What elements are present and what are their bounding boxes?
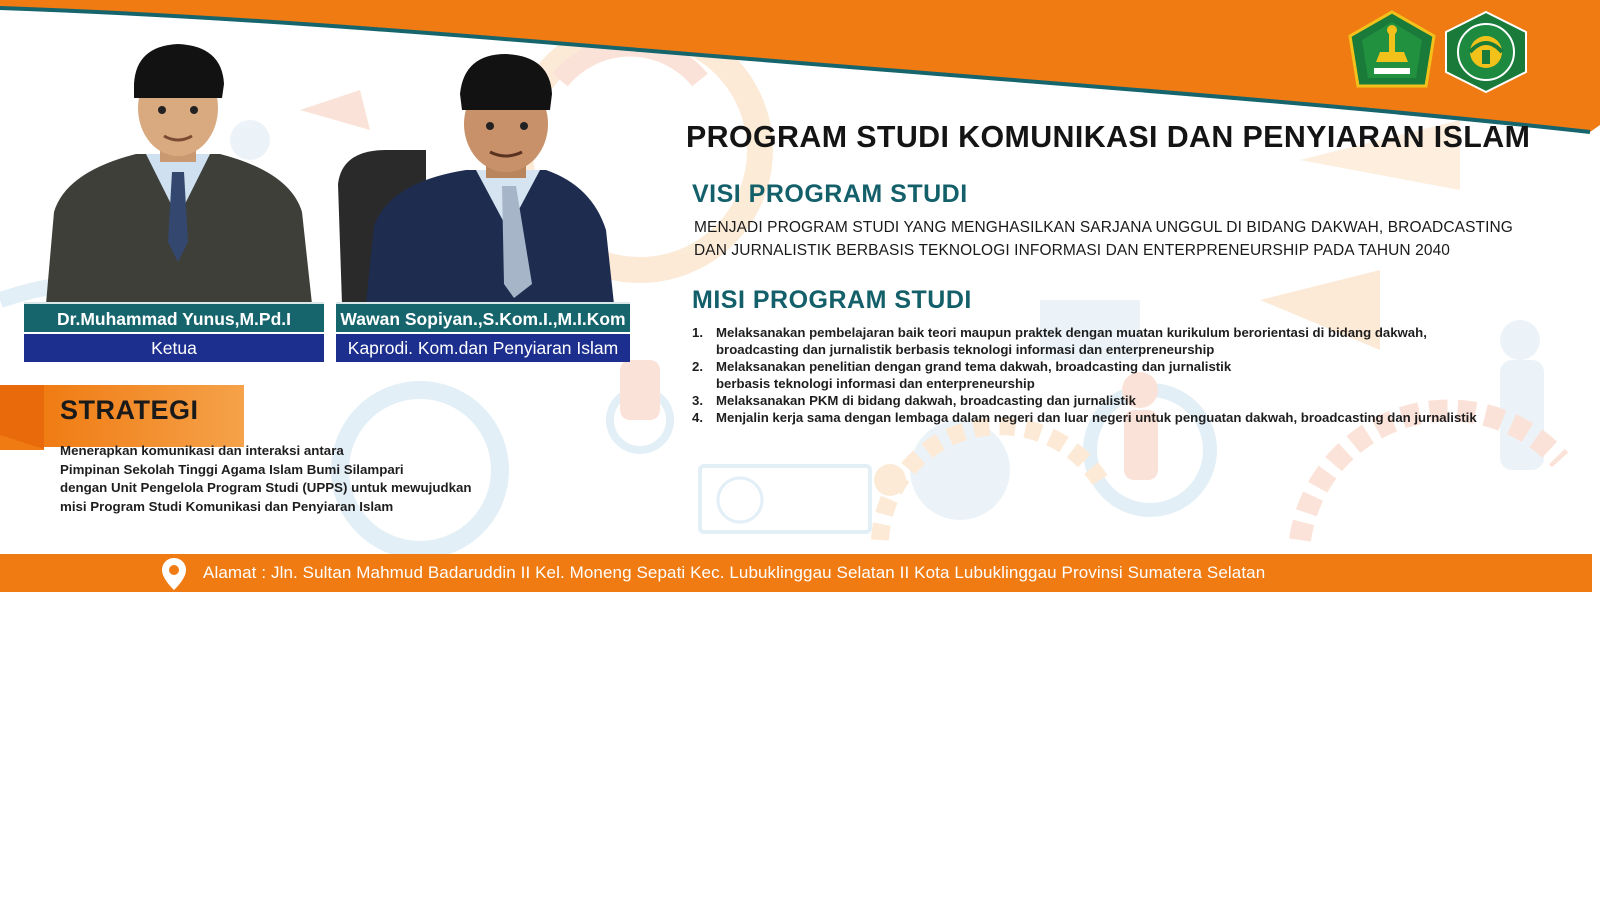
misi-line: Melaksanakan pembelajaran baik teori maupun praktek dengan muatan kurikulum berorientasi di bidang dakwah, — [716, 325, 1427, 340]
strategi-line: Pimpinan Sekolah Tinggi Agama Islam Bumi Silampari — [60, 461, 404, 477]
campus-logo — [1440, 10, 1532, 94]
visi-line: DAN JURNALISTIK BERBASIS TEKNOLOGI INFORMASI DAN ENTERPRENEURSHIP PADA TAHUN 2040 — [694, 242, 1451, 259]
misi-number: 4. — [692, 410, 703, 425]
location-pin-icon — [161, 557, 187, 591]
misi-line: berbasis teknologi informasi dan enterpreneurship — [716, 376, 1035, 391]
strategi-text — [60, 442, 580, 516]
person-role: Ketua — [24, 334, 324, 362]
strategi-line: misi Program Studi Komunikasi dan Penyiaran Islam — [60, 498, 394, 514]
person-role: Kaprodi. Kom.dan Penyiaran Islam — [336, 334, 630, 362]
kemenag-logo — [1346, 10, 1438, 94]
misi-item — [692, 358, 1592, 392]
person-name: Dr.Muhammad Yunus,M.Pd.I — [24, 302, 324, 332]
strategi-line: dengan Unit Pengelola Program Studi (UPPS) untuk mewujudkan — [60, 480, 472, 495]
strategi-line: Menerapkan komunikasi dan interaksi antara — [60, 443, 344, 458]
footer-bar — [0, 554, 1592, 592]
misi-list — [692, 324, 1592, 426]
misi-line: Melaksanakan PKM di bidang dakwah, broadcasting dan jurnalistik — [716, 393, 1136, 408]
misi-number: 1. — [692, 325, 703, 340]
misi-number: 2. — [692, 359, 703, 374]
address-text: Alamat : Jln. Sultan Mahmud Badaruddin II Kel. Moneng Sepati Kec. Lubuklinggau Selatan II Kota Lubuklinggau Provinsi Sumatera Selatan — [203, 563, 1266, 582]
misi-heading: MISI PROGRAM STUDI — [692, 286, 972, 314]
visi-text — [694, 216, 1574, 262]
misi-line: Melaksanakan penelitian dengan grand tema dakwah, broadcasting dan jurnalistik — [716, 359, 1232, 374]
misi-number: 3. — [692, 393, 703, 408]
person-photo — [36, 42, 320, 304]
misi-line: Menjalin kerja sama dengan lembaga dalam negeri dan luar negeri untuk penguatan dakwah, broadcasting dan jurnalistik — [716, 410, 1477, 425]
misi-item — [692, 324, 1592, 358]
misi-line: broadcasting dan jurnalistik berbasis teknologi informasi dan enterpreneurship — [716, 342, 1215, 357]
visi-heading: VISI PROGRAM STUDI — [692, 180, 968, 208]
person-photo — [336, 54, 630, 304]
visi-line: MENJADI PROGRAM STUDI YANG MENGHASILKAN SARJANA UNGGUL DI BIDANG DAKWAH, BROADCASTING — [694, 219, 1513, 236]
strategi-heading: STRATEGI — [60, 395, 199, 425]
page-title: PROGRAM STUDI KOMUNIKASI DAN PENYIARAN ISLAM — [686, 119, 1531, 154]
misi-item — [692, 392, 1592, 409]
misi-item — [692, 409, 1592, 426]
person-name: Wawan Sopiyan.,S.Kom.I.,M.I.Kom — [336, 302, 630, 332]
